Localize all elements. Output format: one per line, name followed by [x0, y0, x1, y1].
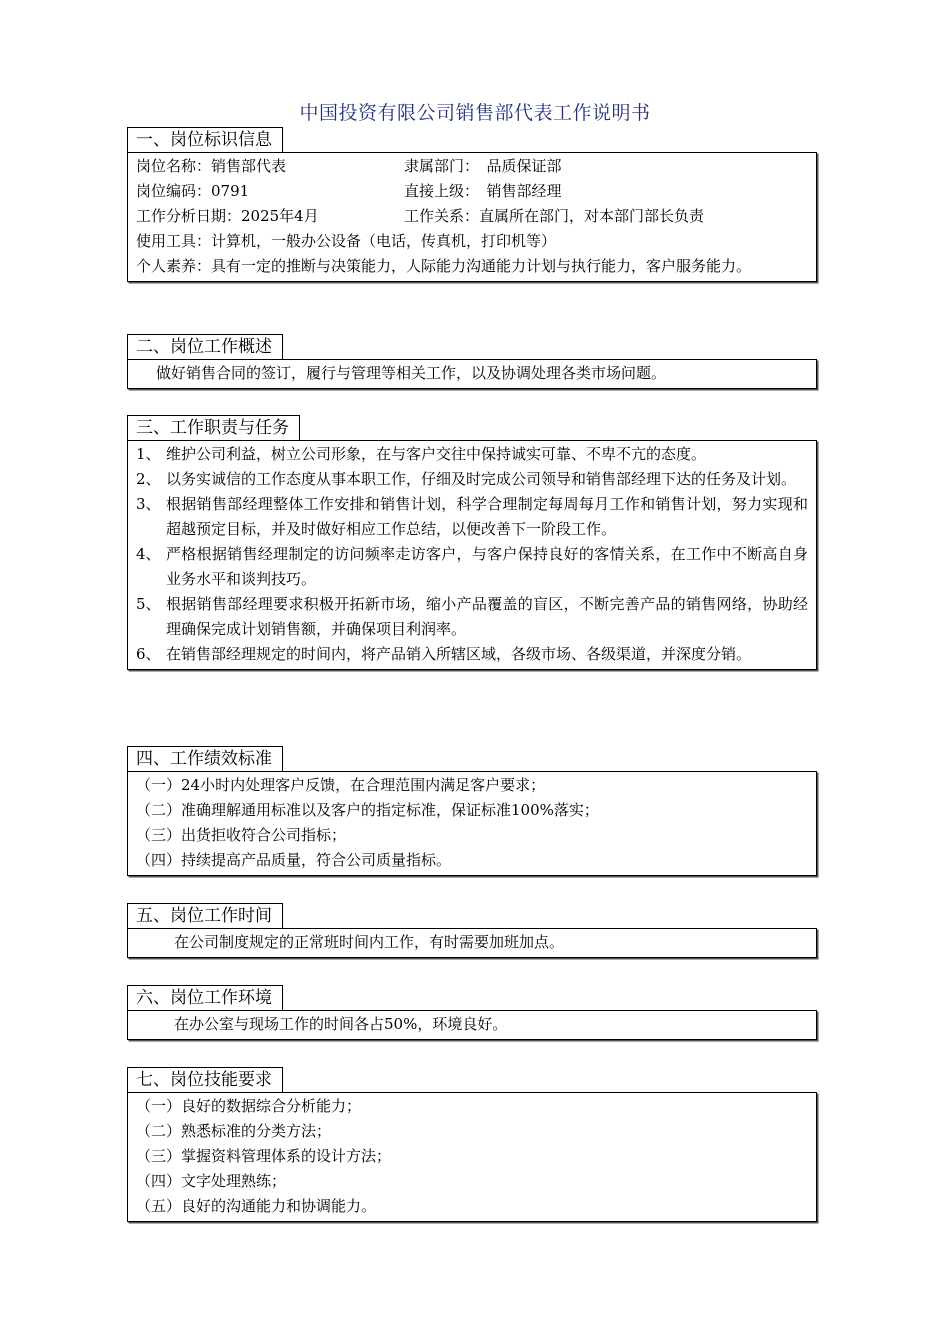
- duty-text: 根据销售部经理整体工作安排和销售计划，科学合理制定每周每月工作和销售计划，努力实现和超越预定目标，并及时做好相应工作总结，以便改善下一阶段工作。: [166, 495, 808, 538]
- work-relation: 工作关系：直属所在部门，对本部门部长负责: [404, 207, 705, 225]
- duty-text: 严格根据销售经理制定的访问频率走访客户，与客户保持良好的客情关系，在工作中不断高自身业务水平和谈判技巧。: [166, 545, 808, 588]
- section-body: [127, 771, 817, 876]
- section-heading: 五、岗位工作时间: [127, 903, 283, 928]
- duty-number: 4、: [136, 545, 161, 563]
- section-work-hours: [127, 903, 817, 958]
- skill-item: （四）文字处理熟练；: [136, 1172, 287, 1190]
- duty-text: 维护公司利益，树立公司形象，在与客户交往中保持诚实可靠、不卑不亢的态度。: [166, 445, 707, 463]
- section-heading: 二、岗位工作概述: [127, 334, 283, 359]
- skill-item: （一）良好的数据综合分析能力；: [136, 1097, 362, 1115]
- section-body: [127, 440, 817, 670]
- section-work-environment: [127, 985, 817, 1040]
- position-name: 岗位名称：销售部代表: [136, 157, 287, 175]
- duty-text: 在销售部经理规定的时间内，将产品销入所辖区域，各级市场、各级渠道，并深度分销。: [166, 645, 752, 663]
- section-body: [127, 359, 817, 389]
- work-hours-text: 在公司制度规定的正常班时间内工作，有时需要加班加点。: [174, 933, 565, 951]
- duty-item: [136, 642, 808, 667]
- duty-item: [136, 467, 808, 492]
- skill-item: （五）良好的沟通能力和协调能力。: [136, 1197, 377, 1215]
- section-body: [127, 152, 817, 282]
- section-skill-requirements: [127, 1067, 817, 1222]
- department: 隶属部门： 品质保证部: [404, 157, 562, 175]
- tools-used: 使用工具：计算机，一般办公设备（电话，传真机，打印机等）: [136, 232, 557, 250]
- duty-number: 6、: [136, 645, 161, 663]
- duty-item: [136, 492, 808, 542]
- duty-item: [136, 542, 808, 592]
- section-heading: 三、工作职责与任务: [127, 415, 300, 440]
- direct-superior: 直接上级： 销售部经理: [404, 182, 562, 200]
- duty-number: 5、: [136, 595, 161, 613]
- duty-item: [136, 592, 808, 642]
- duty-text: 根据销售部经理要求积极开拓新市场，缩小产品覆盖的盲区，不断完善产品的销售网络，协助经理确保完成计划销售额，并确保项目利润率。: [166, 595, 808, 638]
- section-heading: 四、工作绩效标准: [127, 746, 283, 771]
- standard-item: （四）持续提高产品质量，符合公司质量指标。: [136, 851, 452, 869]
- analysis-date: 工作分析日期：2025年4月: [136, 207, 319, 225]
- section-job-overview: [127, 334, 817, 389]
- section-body: [127, 1092, 817, 1222]
- document-title: 中国投资有限公司销售部代表工作说明书: [299, 102, 651, 124]
- duty-item: [136, 442, 808, 467]
- duty-number: 3、: [136, 495, 161, 513]
- section-heading: 一、岗位标识信息: [127, 127, 283, 152]
- section-duties: [127, 415, 817, 670]
- position-code: 岗位编码：0791: [136, 182, 250, 200]
- duty-text: 以务实诚信的工作态度从事本职工作，仔细及时完成公司领导和销售部经理下达的任务及计划。: [166, 470, 797, 488]
- duty-number: 2、: [136, 470, 161, 488]
- standard-item: （二）准确理解通用标准以及客户的指定标准，保证标准100%落实；: [136, 801, 599, 819]
- section-heading: 六、岗位工作环境: [127, 985, 283, 1010]
- personal-quality: 个人素养：具有一定的推断与决策能力，人际能力沟通能力计划与执行能力，客户服务能力。: [136, 257, 752, 275]
- section-body: [127, 1010, 817, 1040]
- section-position-info: [127, 127, 817, 282]
- section-performance-standards: [127, 746, 817, 876]
- skill-item: （三）掌握资料管理体系的设计方法；: [136, 1147, 392, 1165]
- overview-text: 做好销售合同的签订，履行与管理等相关工作，以及协调处理各类市场问题。: [156, 364, 667, 382]
- work-environment-text: 在办公室与现场工作的时间各占50%，环境良好。: [174, 1015, 508, 1033]
- standard-item: （三）出货拒收符合公司指标；: [136, 826, 347, 844]
- section-body: [127, 928, 817, 958]
- skill-item: （二）熟悉标准的分类方法；: [136, 1122, 332, 1140]
- duty-number: 1、: [136, 445, 161, 463]
- standard-item: （一）24小时内处理客户反馈，在合理范围内满足客户要求；: [136, 776, 546, 794]
- section-heading: 七、岗位技能要求: [127, 1067, 283, 1092]
